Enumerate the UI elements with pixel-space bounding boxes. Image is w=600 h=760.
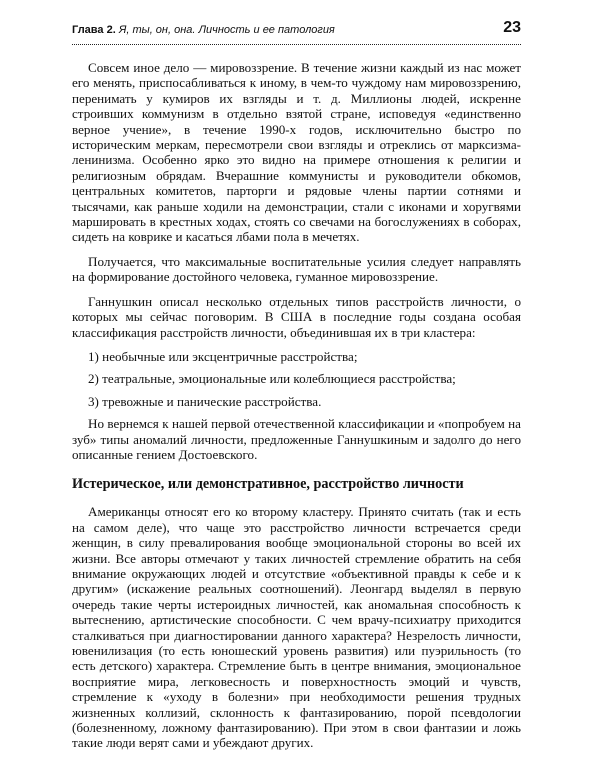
running-header [72, 18, 521, 45]
list-item-cluster-3: 3) тревожные и панические расстройства. [88, 393, 322, 409]
chapter-heading [72, 24, 335, 36]
list-item-cluster-2: 2) театральные, эмоциональные или колеблющиеся расстройства; [88, 371, 456, 387]
page-body [72, 60, 521, 760]
section-heading: Истерическое, или демонстративное, расстройство личности [72, 476, 464, 493]
chapter-label: Глава 2. [72, 24, 116, 36]
paragraph-worldview: Совсем иное дело — мировоззрение. В течение жизни каждый из нас может его менять, приспосабливаться к иному, в чем-то чуждому нам мировоззрению, перенимать у кумиров их взгляды и т. д. Миллионы людей, искренне строивших коммунизм в отдельно взятой стране, исповедуя «единственно верное учение», в течение 1990-х годов, исключительно быстро по историческим меркам, пересмотрели свои взгляды и отреклись от марксизма-ленинизма. Особенно ярко это видно на примере отношения к религии и религиозным обрядам. Вчерашние коммунисты и руководители обкомов, центральных комитетов, парторги и рядовые члены партии сотнями и тысячами, как раньше ходили на демонстрации, стали с иконами и хоругвями маршировать в крестных ходах, стоять со свечами на богослужениях в соборах, сидеть на коврике и касаться лбами пола в мечетях. [72, 60, 521, 245]
paragraph-return-to-classification: Но вернемся к нашей первой отечественной классификации и «попробуем на зуб» типы аномалий личности, предложенные Ганнушкиным и задолго до него описанные гением Достоевского. [72, 416, 521, 462]
chapter-title: Я, ты, он, она. Личность и ее патология [118, 24, 335, 36]
list-item-cluster-1: 1) необычные или эксцентричные расстройства; [88, 348, 358, 364]
page-number: 23 [503, 19, 521, 36]
paragraph-hysterical-disorder: Американцы относят его ко второму кластеру. Принято считать (так и есть на самом деле), что чаще это расстройство личности встречается среди женщин, в силу превалирования вообще эмоциональной стороны во всей их жизни. Все авторы отмечают у таких личностей стремление обратить на себя внимание окружающих людей и отсутствие «объективной правды к себе и к другим» (искажение реальных соотношений). Леонгард выделял в первую очередь такие черты истероидных личностей, как аномальная способность к вытеснению, артистические способности. С чем врачу-психиатру приходится сталкиваться при диагностировании данного характера? Незрелость личности, ювенилизация (то есть юношеский уровень развития) или пуэрильность (то есть детского) характера. Стремление быть в центре внимания, эмоциональное восприятие мира, легковесность и поверхностность эмоций и чувств, стремление к «уходу в болезни» при необходимости решения трудных жизненных коллизий, склонность к фантазированию, порой псевдологии (болезненному, ложному фантазированию). При этом в свои фантазии и ложь такие люди верят сами и убеждают других. [72, 504, 521, 751]
paragraph-upbringing: Получается, что максимальные воспитательные усилия следует направлять на формирование достойного человека, гуманное мировоззрение. [72, 253, 521, 285]
paragraph-classification: Ганнушкин описал несколько отдельных типов расстройств личности, о которых мы сейчас поговорим. В США в последние годы создана особая классификация расстройств личности, объединившая их в три кластера: [72, 293, 521, 340]
